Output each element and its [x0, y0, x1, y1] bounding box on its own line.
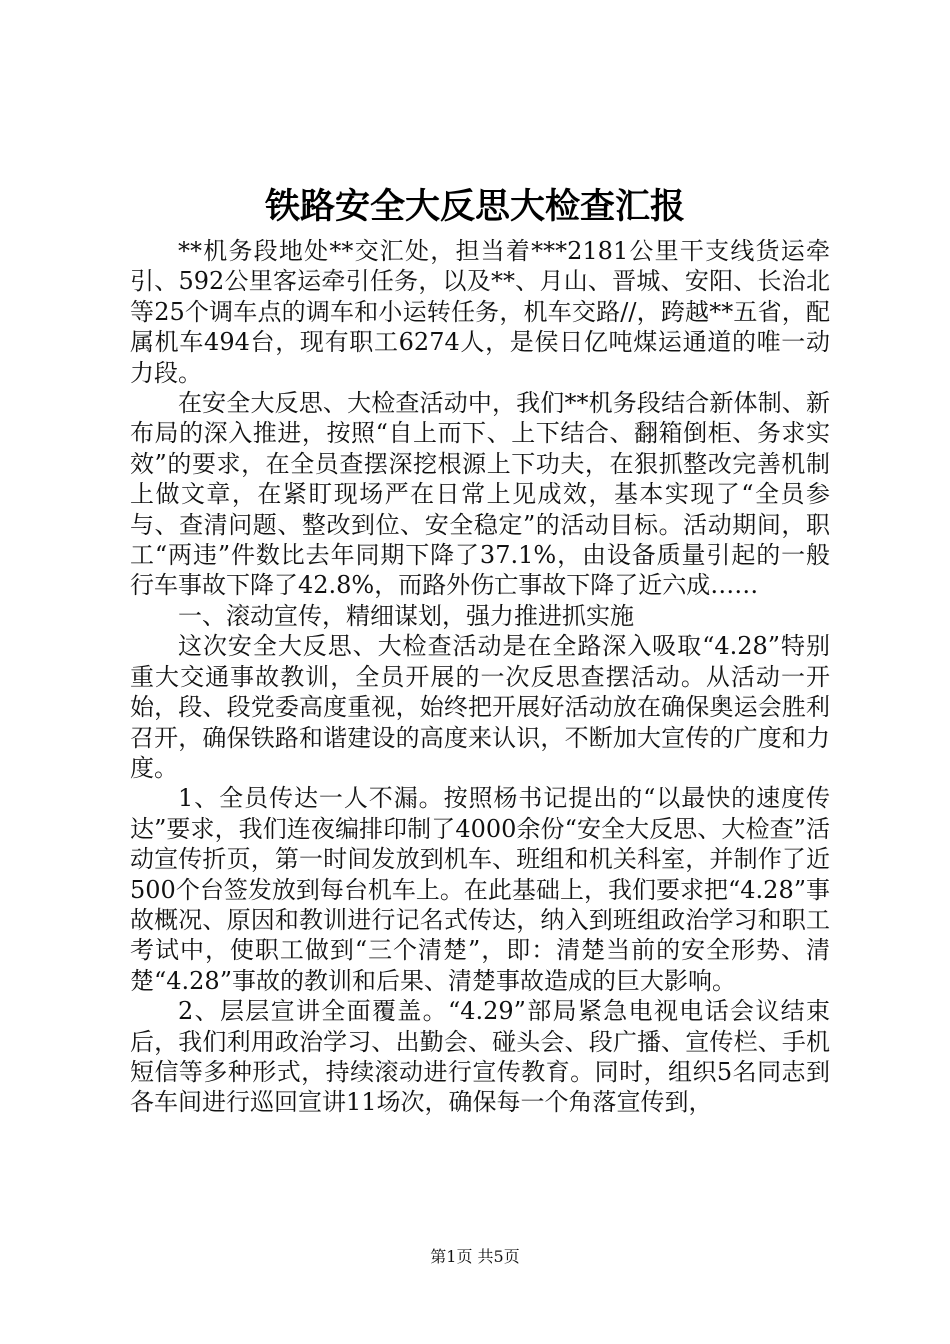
paragraph-item-1: 1、全员传达一人不漏。按照杨书记提出的“以最快的速度传达”要求，我们连夜编排印制了4000余份“安全大反思、大检查”活动宣传折页，第一时间发放到机车、班组和机关科室，并制作了近500个台签发放到每台机车上。在此基础上，我们要求把“4.28”事故概况、原因和教训进行记名式传达，纳入到班组政治学习和职工考试中，使职工做到“三个清楚”，即：清楚当前的安全形势、清楚“4.28”事故的教训和后果、清楚事故造成的巨大影响。	[130, 784, 830, 995]
paragraph-section-intro: 这次安全大反思、大检查活动是在全路深入吸取“4.28”特别重大交通事故教训，全员开展的一次反思查摆活动。从活动一开始，段、段党委高度重视，始终把开展好活动放在确保奥运会胜利召开，确保铁路和谐建设的高度来认识，不断加大宣传的广度和力度。	[130, 632, 830, 782]
paragraph-intro: **机务段地处**交汇处，担当着***2181公里干支线货运牵引、592公里客运牵引任务，以及**、月山、晋城、安阳、长治北等25个调车点的调车和小运转任务，机车交路//，跨越**五省，配属机车494台，现有职工6274人，是侯日亿吨煤运通道的唯一动力段。	[130, 237, 830, 387]
paragraph-summary: 在安全大反思、大检查活动中，我们**机务段结合新体制、新布局的深入推进，按照“自上而下、上下结合、翻箱倒柜、务求实效”的要求，在全员查摆深挖根源上下功夫，在狠抓整改完善机制上做文章，在紧盯现场严在日常上见成效，基本实现了“全员参与、查清问题、整改到位、安全稳定”的活动目标。活动期间，职工“两违”件数比去年同期下降了37.1%，由设备质量引起的一般行车事故下降了42.8%，而路外伤亡事故下降了近六成……	[130, 389, 830, 600]
document-body	[130, 236, 830, 1118]
document-title: 铁路安全大反思大检查汇报	[264, 186, 685, 227]
page-footer: 第1页 共5页	[430, 1247, 520, 1266]
section-heading: 一、滚动宣传，精细谋划，强力推进抓实施	[178, 601, 634, 630]
paragraph-item-2: 2、层层宣讲全面覆盖。“4.29”部局紧急电视电话会议结束后，我们利用政治学习、出勤会、碰头会、段广播、宣传栏、手机短信等多种形式，持续滚动进行宣传教育。同时，组织5名同志到各车间进行巡回宣讲11场次，确保每一个角落宣传到，	[130, 997, 830, 1117]
